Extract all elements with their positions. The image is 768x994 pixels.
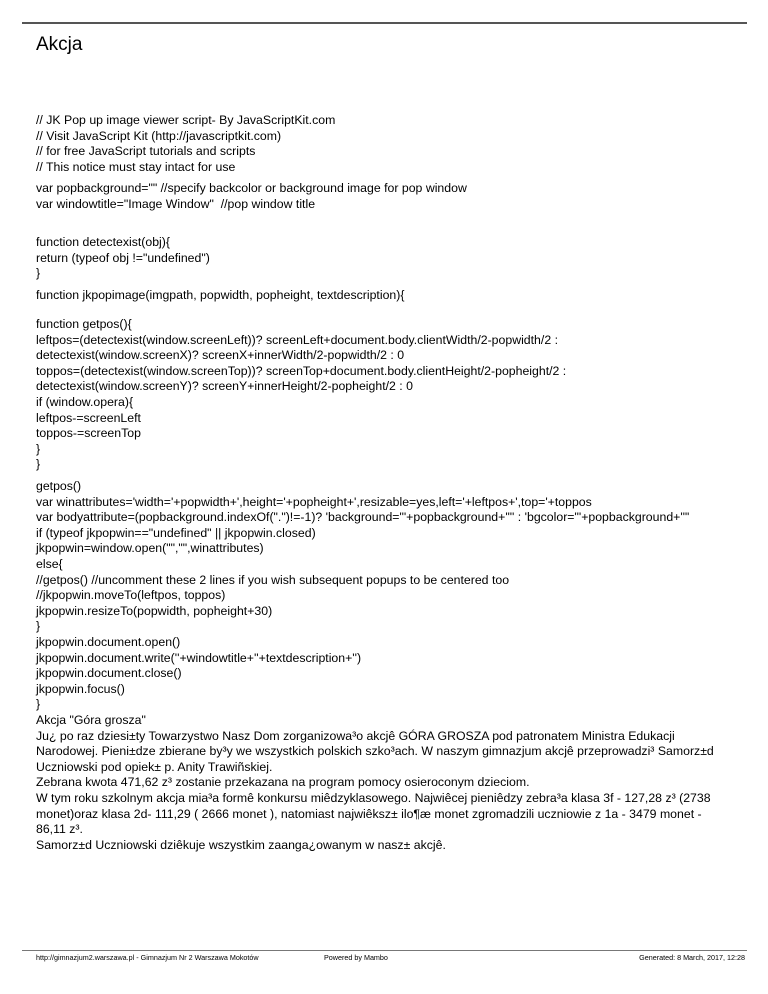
code-line: jkpopwin.document.open() (36, 634, 181, 649)
code-line: leftpos-=screenLeft (36, 410, 141, 425)
header-rule (22, 22, 747, 24)
code-line: else{ (36, 556, 63, 571)
page-title: Akcja (36, 34, 83, 55)
code-line: getpos() (36, 479, 82, 493)
code-line: // JK Pop up image viewer script- By JavaScriptKit.com (36, 113, 336, 127)
code-line: jkpopwin.document.write(''+windowtitle+''+textdescription+'') (36, 650, 362, 665)
article-paragraph: W tym roku szkolnym akcja mia³a formê konkursu miêdzyklasowego. Najwiêcej pieniêdzy zebra³a klasa 3f - 127,28 z³ (2738 monet)oraz klasa 2d- 111,29 ( 2666 monet ), natomiast najwiêksz± ilo¶æ monet zgromadzili uczniowie z 1a - 3479 monet - 86,11 z³. (36, 790, 711, 837)
code-line: function getpos(){ (36, 317, 132, 331)
article-paragraph: Samorz±d Uczniowski dziêkuje wszystkim zaanga¿owanym w nasz± akcjê. (36, 837, 446, 852)
code-line: var popbackground="" //specify backcolor or background image for pop window (36, 181, 467, 195)
code-line: return (typeof obj !="undefined") (36, 250, 210, 265)
article-paragraph: Ju¿ po raz dziesi±ty Towarzystwo Nasz Dom zorganizowa³o akcjê GÓRA GROSZA pod patronatem Ministra Edukacji Narodowej. Pieni±dze zbierane by³y we wszystkich polskich szko³ach. W naszym gimnazjum akcjê przeprowadzi³ Samorz±d Uczniowski pod opiek± p. Anity Trawiñskiej. (36, 728, 714, 774)
code-line: } (36, 697, 41, 712)
footer-site-link[interactable]: http://gimnazjum2.warszawa.pl - Gimnazjum Nr 2 Warszawa Mokotów (36, 953, 259, 962)
code-line: //getpos() //uncomment these 2 lines if you wish subsequent popups to be centered too (36, 572, 510, 587)
code-line: } (36, 266, 41, 281)
code-main-block (36, 479, 751, 713)
code-line: leftpos=(detectexist(window.screenLeft))? screenLeft+document.body.clientWidth/2-popwidth/2 : (36, 332, 558, 347)
code-line: detectexist(window.screenY)? screenY+innerHeight/2-popheight/2 : 0 (36, 379, 413, 394)
code-line: //jkpopwin.moveTo(leftpos, toppos) (36, 588, 226, 603)
code-line: jkpopwin.resizeTo(popwidth, popheight+30) (36, 603, 273, 618)
code-line: var winattributes='width='+popwidth+',height='+popheight+',resizable=yes,left='+leftpos+',top='+toppos (36, 494, 592, 509)
code-detect-block (36, 235, 751, 282)
code-line: } (36, 619, 41, 634)
footer-generated-date: Generated: 8 March, 2017, 12:28 (639, 953, 745, 962)
footer-rule (22, 950, 747, 951)
code-line: jkpopwin.document.close() (36, 666, 182, 681)
article-paragraph: Zebrana kwota 471,62 z³ zostanie przekazana na program pomocy osieroconym dzieciom. (36, 775, 530, 790)
code-line: if (window.opera){ (36, 394, 134, 409)
code-line: jkpopwin.focus() (36, 681, 125, 696)
code-line: var windowtitle="Image Window" //pop window title (36, 196, 316, 211)
code-vars-block (36, 181, 751, 212)
code-line: var bodyattribute=(popbackground.indexOf(".")!=-1)? 'background="'+popbackground+'"' : 'bgcolor="'+popbackground+'"' (36, 510, 690, 525)
code-line: toppos-=screenTop (36, 426, 141, 441)
article-heading: Akcja "Góra grosza" (36, 713, 146, 727)
code-line: // for free JavaScript tutorials and scripts (36, 144, 256, 159)
code-line: } (36, 457, 41, 472)
code-line: function jkpopimage(imgpath, popwidth, popheight, textdescription){ (36, 288, 405, 302)
code-header-block (36, 113, 751, 175)
code-line: } (36, 441, 41, 456)
code-line: if (typeof jkpopwin=="undefined" || jkpopwin.closed) (36, 525, 316, 540)
code-line: detectexist(window.screenX)? screenX+innerWidth/2-popwidth/2 : 0 (36, 348, 405, 363)
article-body (36, 713, 731, 853)
code-jkpop-block (36, 288, 751, 304)
code-line: jkpopwin=window.open("","",winattributes) (36, 541, 264, 556)
code-line: toppos=(detectexist(window.screenTop))? screenTop+document.body.clientHeight/2-popheight/2 : (36, 363, 567, 378)
footer-powered-by: Powered by Mambo (324, 953, 388, 962)
code-getpos-block (36, 317, 751, 473)
code-line: // This notice must stay intact for use (36, 159, 236, 174)
code-line: // Visit JavaScript Kit (http://javascriptkit.com) (36, 128, 282, 143)
code-line: function detectexist(obj){ (36, 235, 170, 249)
